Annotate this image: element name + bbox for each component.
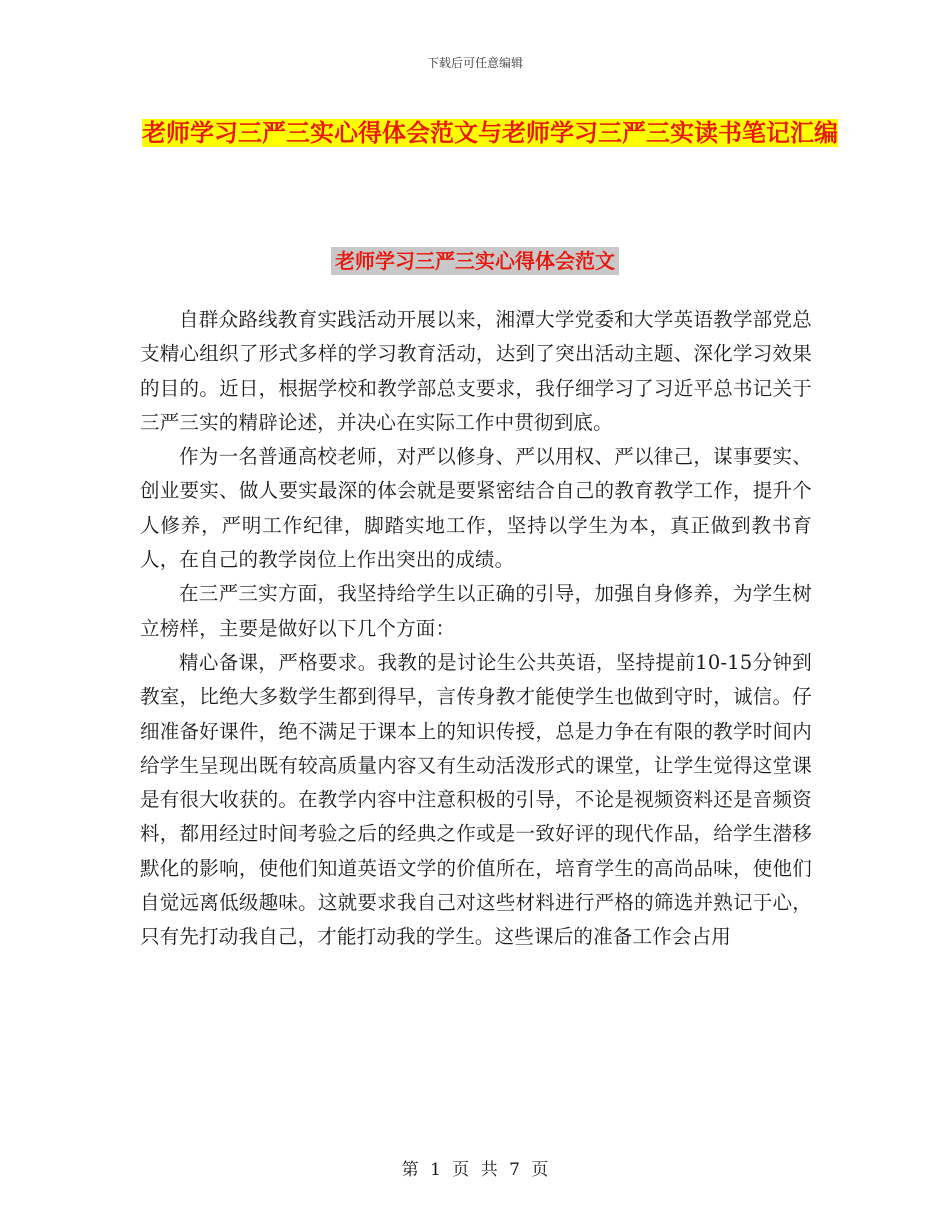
document-title-text: 老师学习三严三实心得体会范文与老师学习三严三实读书笔记汇编 — [142, 119, 838, 147]
section-title — [0, 245, 950, 274]
section-title-text: 老师学习三严三实心得体会范文 — [331, 247, 619, 275]
paragraph: 自群众路线教育实践活动开展以来，湘潭大学党委和大学英语教学部党总支精心组织了形式多样的学习教育活动，达到了突出活动主题、深化学习效果的目的。近日，根据学校和教学部总支要求，我仔细学习了习近平总书记关于三严三实的精辟论述，并决心在实际工作中贯彻到底。 — [140, 308, 812, 434]
paragraph: 作为一名普通高校老师，对严以修身、严以用权、严以律己，谋事要实、创业要实、做人要实最深的体会就是要紧密结合自己的教育教学工作，提升个人修养，严明工作纪律，脚踏实地工作，坚持以学生为本，真正做到教书育人，在自己的教学岗位上作出突出的成绩。 — [140, 445, 812, 572]
page-footer: 第 1 页 共 7 页 — [401, 1160, 549, 1180]
header-note: 下载后可任意编辑 — [426, 56, 523, 70]
paragraph: 精心备课，严格要求。我教的是讨论生公共英语，坚持提前10-15分钟到教室，比绝大多数学生都到得早，言传身教才能使学生也做到守时，诚信。仔细准备好课件，绝不满足于课本上的知识传授，总是力争在有限的教学时间内给学生呈现出既有较高质量内容又有生动活泼形式的课堂，让学生觉得这堂课是有很大收获的。在教学内容中注意积极的引导，不论是视频资料还是音频资料，都用经过时间考验之后的经典之作或是一致好评的现代作品，给学生潜移默化的影响，使他们知道英语文学的价值所在，培育学生的高尚品味，使他们自觉远离低级趣味。这就要求我自己对这些材料进行严格的筛选并熟记于心，只有先打动我自己，才能打动我的学生。这些课后的准备工作会占用 — [140, 650, 812, 949]
document-title — [140, 110, 840, 156]
body-text — [140, 303, 812, 955]
paragraph: 在三严三实方面，我坚持给学生以正确的引导，加强自身修养，为学生树立榜样，主要是做好以下几个方面： — [140, 582, 812, 640]
